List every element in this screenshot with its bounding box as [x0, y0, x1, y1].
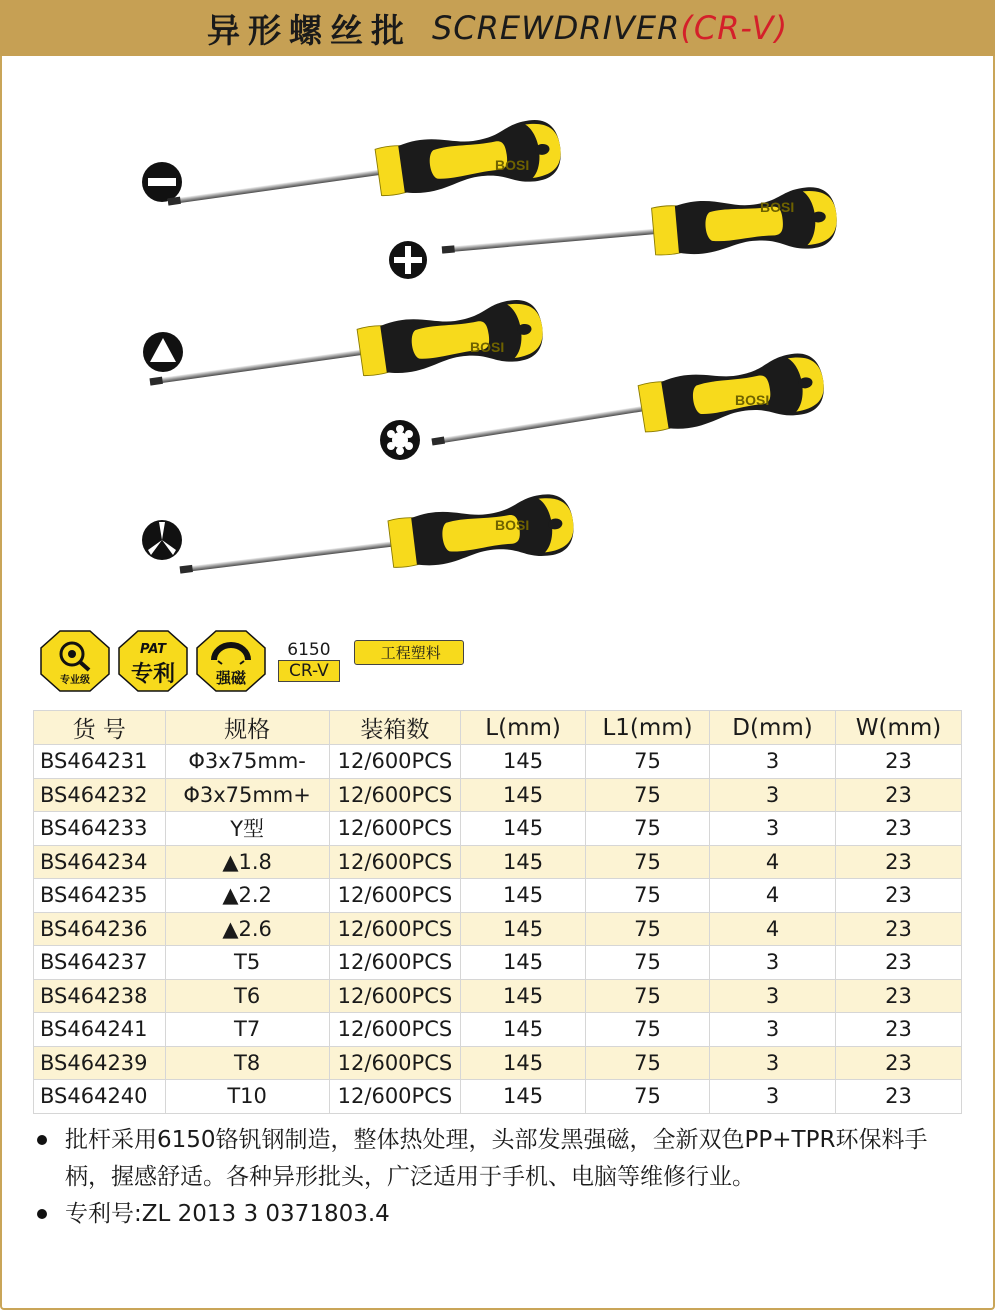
cell-l: 145: [461, 745, 586, 779]
patent-badge: [118, 630, 188, 692]
cell-l: 145: [461, 1046, 586, 1080]
feature-badges: [40, 630, 464, 692]
material-tag: [278, 640, 340, 682]
cell-code: BS464239: [34, 1046, 166, 1080]
cell-spec: Φ3x75mm-: [165, 745, 329, 779]
slotted-tip-icon: [142, 162, 182, 202]
svg-text:BOSI: BOSI: [760, 199, 795, 215]
cell-l1: 75: [585, 1080, 709, 1114]
brand-logo-1: [495, 157, 529, 173]
cell-spec: Y型: [165, 812, 329, 846]
brand-logo-3: [470, 339, 504, 355]
patent-label: 专利: [130, 662, 175, 687]
cell-packing: 12/600PCS: [329, 979, 461, 1013]
cell-spec: T8: [165, 1046, 329, 1080]
cell-d: 4: [710, 879, 836, 913]
cell-l: 145: [461, 1013, 586, 1047]
cell-spec: ▲1.8: [165, 845, 329, 879]
cell-l1: 75: [585, 912, 709, 946]
title-en-paren: (CR-V): [680, 9, 789, 47]
cell-code: BS464233: [34, 812, 166, 846]
cell-l1: 75: [585, 1013, 709, 1047]
product-illustration: [0, 90, 995, 630]
bullet-icon: [37, 1135, 47, 1145]
cell-spec: ▲2.6: [165, 912, 329, 946]
plastic-tag: 工程塑料: [354, 640, 464, 665]
table-row: [34, 1046, 962, 1080]
cell-code: BS464232: [34, 778, 166, 812]
cell-d: 3: [710, 778, 836, 812]
triangle-tip-icon: [143, 332, 183, 372]
slotted-screwdriver: [164, 117, 565, 233]
page-title-cn: 异形螺丝批: [206, 10, 412, 50]
cell-spec: T6: [165, 979, 329, 1013]
cell-code: BS464236: [34, 912, 166, 946]
cell-w: 23: [835, 912, 961, 946]
cell-w: 23: [835, 778, 961, 812]
cell-w: 23: [835, 1046, 961, 1080]
cell-w: 23: [835, 745, 961, 779]
note-item: [35, 1122, 965, 1196]
svg-text:BOSI: BOSI: [495, 157, 530, 173]
cell-d: 3: [710, 812, 836, 846]
cell-packing: 12/600PCS: [329, 1013, 461, 1047]
brand-logo-5: [495, 517, 529, 533]
torx-screwdriver: [427, 350, 828, 472]
cell-code: BS464238: [34, 979, 166, 1013]
note-text: 批杆采用6150铬钒钢制造，整体热处理，头部发黑强磁，全新双色PP+TPR环保料手柄，握感舒适。各种异形批头，广泛适用于手机、电脑等维修行业。: [65, 1127, 928, 1190]
cell-w: 23: [835, 812, 961, 846]
cell-l1: 75: [585, 845, 709, 879]
note-item: [35, 1196, 965, 1233]
cell-d: 3: [710, 1080, 836, 1114]
col-header-d: D(mm): [710, 711, 836, 745]
col-header-l1: L1(mm): [585, 711, 709, 745]
torx-tip-icon: [380, 420, 420, 460]
cell-code: BS464234: [34, 845, 166, 879]
cell-d: 3: [710, 1046, 836, 1080]
material-number: 6150: [287, 640, 331, 660]
table-row: [34, 1013, 962, 1047]
cell-packing: 12/600PCS: [329, 745, 461, 779]
cell-packing: 12/600PCS: [329, 912, 461, 946]
table-row: [34, 946, 962, 980]
table-row: [34, 979, 962, 1013]
brand-logo-2: [760, 199, 794, 215]
spec-table: [33, 710, 962, 1114]
cell-l: 145: [461, 946, 586, 980]
y-screwdriver: [176, 491, 577, 600]
table-row: [34, 879, 962, 913]
cell-l1: 75: [585, 979, 709, 1013]
cell-d: 3: [710, 745, 836, 779]
col-header-spec: 规格: [165, 711, 329, 745]
cell-spec: T5: [165, 946, 329, 980]
cell-l1: 75: [585, 1046, 709, 1080]
professional-badge: [40, 630, 110, 692]
notes-list: [35, 1122, 965, 1233]
material-grade: CR-V: [278, 660, 340, 682]
cell-l: 145: [461, 1080, 586, 1114]
page-title-en: [432, 9, 788, 47]
svg-text:BOSI: BOSI: [735, 392, 770, 408]
cell-l: 145: [461, 845, 586, 879]
cell-packing: 12/600PCS: [329, 946, 461, 980]
cell-code: BS464235: [34, 879, 166, 913]
cell-d: 3: [710, 979, 836, 1013]
cell-w: 23: [835, 879, 961, 913]
bullet-icon: [37, 1209, 47, 1219]
cell-spec: ▲2.2: [165, 879, 329, 913]
cell-packing: 12/600PCS: [329, 845, 461, 879]
col-header-w: W(mm): [835, 711, 961, 745]
magnet-badge: [196, 630, 266, 692]
title-band: [0, 0, 995, 56]
cell-l: 145: [461, 979, 586, 1013]
cell-l: 145: [461, 879, 586, 913]
professional-label: 专业级: [60, 675, 90, 686]
cell-l: 145: [461, 912, 586, 946]
table-row: [34, 745, 962, 779]
cell-w: 23: [835, 979, 961, 1013]
cell-l1: 75: [585, 778, 709, 812]
cell-w: 23: [835, 1080, 961, 1114]
cell-packing: 12/600PCS: [329, 778, 461, 812]
cell-d: 4: [710, 845, 836, 879]
cell-packing: 12/600PCS: [329, 1080, 461, 1114]
cell-spec: T10: [165, 1080, 329, 1114]
cell-d: 3: [710, 946, 836, 980]
cell-spec: Φ3x75mm+: [165, 778, 329, 812]
cell-l1: 75: [585, 946, 709, 980]
cell-code: BS464241: [34, 1013, 166, 1047]
y-tip-icon: [142, 520, 182, 560]
cell-d: 3: [710, 1013, 836, 1047]
cell-w: 23: [835, 1013, 961, 1047]
col-header-l: L(mm): [461, 711, 586, 745]
table-row: [34, 1080, 962, 1114]
table-row: [34, 778, 962, 812]
table-row: [34, 912, 962, 946]
svg-text:BOSI: BOSI: [495, 517, 530, 533]
cell-l: 145: [461, 778, 586, 812]
phillips-tip-icon: [389, 241, 427, 279]
svg-text:BOSI: BOSI: [470, 339, 505, 355]
col-header-code: 货 号: [34, 711, 166, 745]
cell-l1: 75: [585, 745, 709, 779]
cell-packing: 12/600PCS: [329, 879, 461, 913]
cell-code: BS464237: [34, 946, 166, 980]
brand-logo-4: [735, 392, 769, 408]
cell-l1: 75: [585, 879, 709, 913]
cell-code: BS464231: [34, 745, 166, 779]
table-row: [34, 812, 962, 846]
cell-spec: T7: [165, 1013, 329, 1047]
patent-number-text: 专利号:ZL 2013 3 0371803.4: [65, 1201, 390, 1227]
pat-label: PAT: [139, 642, 167, 657]
table-row: [34, 845, 962, 879]
cell-packing: 12/600PCS: [329, 812, 461, 846]
table-header-row: [34, 711, 962, 745]
cell-packing: 12/600PCS: [329, 1046, 461, 1080]
magnet-label: 强磁: [215, 669, 246, 687]
cell-d: 4: [710, 912, 836, 946]
cell-l: 145: [461, 812, 586, 846]
cell-w: 23: [835, 946, 961, 980]
cell-l1: 75: [585, 812, 709, 846]
col-header-packing: 装箱数: [329, 711, 461, 745]
title-en-main: SCREWDRIVER: [431, 9, 681, 47]
cell-code: BS464240: [34, 1080, 166, 1114]
cell-w: 23: [835, 845, 961, 879]
